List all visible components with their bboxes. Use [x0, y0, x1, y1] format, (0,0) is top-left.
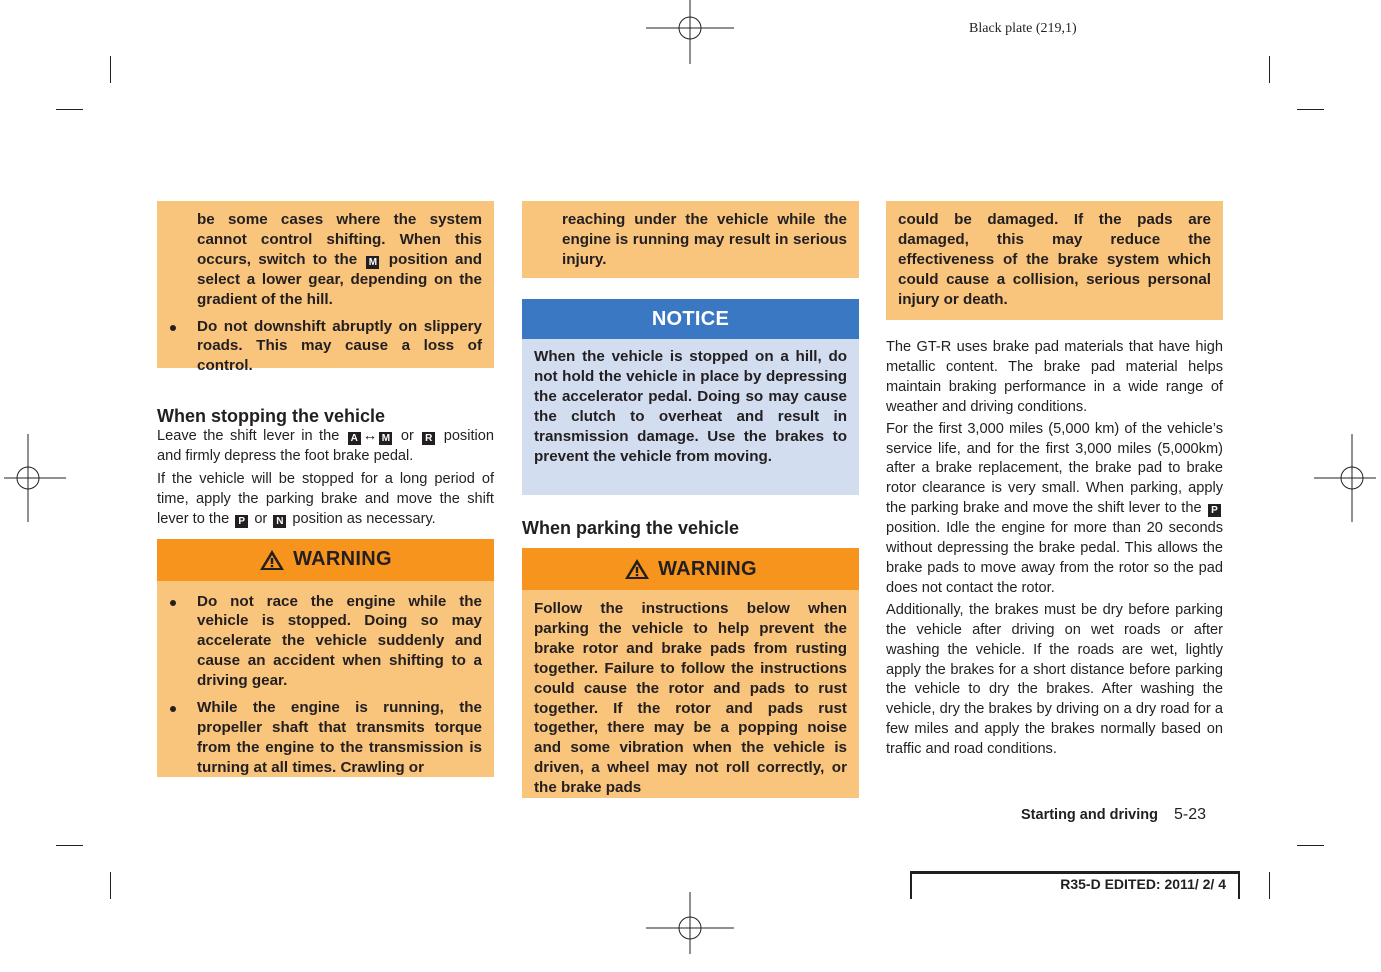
registration-mark-right	[1308, 434, 1381, 522]
warning-bullet: Do not downshift abruptly on slippery roads. This may cause a loss of control.	[157, 317, 482, 377]
section-heading: When parking the vehicle	[522, 518, 740, 538]
column-1	[157, 201, 494, 777]
shift-p-icon: P	[1208, 504, 1221, 517]
warning-text: be some cases where the system cannot control shifting. When this occurs, switch to the M position and select a lower gear, depending on the gradient of the hill.	[197, 211, 483, 308]
section-heading: When stopping the vehicle	[157, 406, 386, 426]
shift-n-icon: N	[273, 515, 286, 528]
registration-mark-bottom	[646, 884, 734, 972]
edited-stamp: R35-D EDITED: 2011/ 2/ 4	[910, 871, 1240, 899]
page-number: 5-23	[1173, 806, 1207, 823]
shift-p-icon: P	[235, 515, 248, 528]
warning-text: Follow the instructions below when parking the vehicle to help prevent the brake rotor and brake pads from rusting together. Failure to follow the instructions could cause the rotor and pads to rust together. If the rotor and pads rust together, there may be a popping noise and some vibration when the vehicle is driven, a wheel may not roll correctly, or the brake pads	[522, 590, 859, 798]
warning-triangle-icon	[259, 549, 285, 571]
warning-bullet: Do not race the engine while the vehicle is stopped. Doing so may accelerate the vehicle suddenly and cause an accident when shifting to a driving gear.	[157, 592, 482, 692]
column-2	[522, 201, 859, 798]
warning-continuation-box: reaching under the vehicle while the engine is running may result in serious injury.	[522, 201, 859, 278]
plate-label: Black plate (219,1)	[969, 21, 1077, 36]
paragraph: If the vehicle will be stopped for a long period of time, apply the parking brake and move the shift lever to the P or N position as necessary.	[157, 470, 494, 527]
warning-header: WARNING	[157, 539, 494, 581]
registration-mark-left	[0, 434, 72, 522]
page-footer	[1021, 806, 1206, 824]
warning-triangle-icon	[624, 558, 650, 580]
paragraph: For the first 3,000 miles (5,000 km) of the vehicle’s service life, and for the first 3,000 miles (5,000km) after a brake replacement, the brake pad to brake rotor clearance is very small. When parking, apply the parking brake and move the shift lever to the P position. Idle the engine for more than 20 seconds without depressing the brake pedal. This allows the brake pads to move away from the rotor so the pad does not contact the rotor.	[886, 420, 1223, 596]
registration-mark-top	[646, 0, 734, 72]
warning-box	[157, 539, 494, 777]
warning-header: WARNING	[522, 548, 859, 590]
warning-continuation-box	[157, 201, 494, 375]
paragraph: Leave the shift lever in the A ↔ M or R position and firmly depress the foot brake pedal.	[157, 428, 494, 464]
paragraph: The GT-R uses brake pad materials that have high metallic content. The brake pad material helps maintain braking performance in a wide range of weather and driving conditions.	[886, 339, 1223, 415]
shift-a-icon: A	[348, 432, 361, 445]
shift-m-icon: M	[366, 256, 379, 269]
paragraph: Additionally, the brakes must be dry before parking the vehicle after driving on wet roads or after washing the vehicle. If the roads are wet, lightly apply the brakes for a short distance before parking the vehicle to dry the brakes. After washing the vehicle, dry the brakes by driving on a dry road for a few miles and apply the brakes normally based on traffic and road conditions.	[886, 601, 1223, 758]
shift-r-icon: R	[422, 432, 435, 445]
notice-box	[522, 299, 859, 495]
column-3	[886, 201, 1223, 760]
warning-continuation-box: could be damaged. If the pads are damaged, this may reduce the effectiveness of the brake system which could cause a collision, serious personal injury or death.	[886, 201, 1223, 320]
warning-bullet: While the engine is running, the propeller shaft that transmits torque from the engine to the transmission is turning at all times. Crawling or	[157, 698, 482, 778]
shift-m-icon: M	[379, 432, 392, 445]
notice-header: NOTICE	[522, 299, 859, 339]
warning-box	[522, 548, 859, 798]
notice-text: When the vehicle is stopped on a hill, do not hold the vehicle in place by depressing the accelerator pedal. Doing so may cause the clutch to overheat and result in transmission damage. Use the brakes to prevent the vehicle from moving.	[522, 339, 859, 495]
section-name: Starting and driving	[1021, 807, 1158, 823]
